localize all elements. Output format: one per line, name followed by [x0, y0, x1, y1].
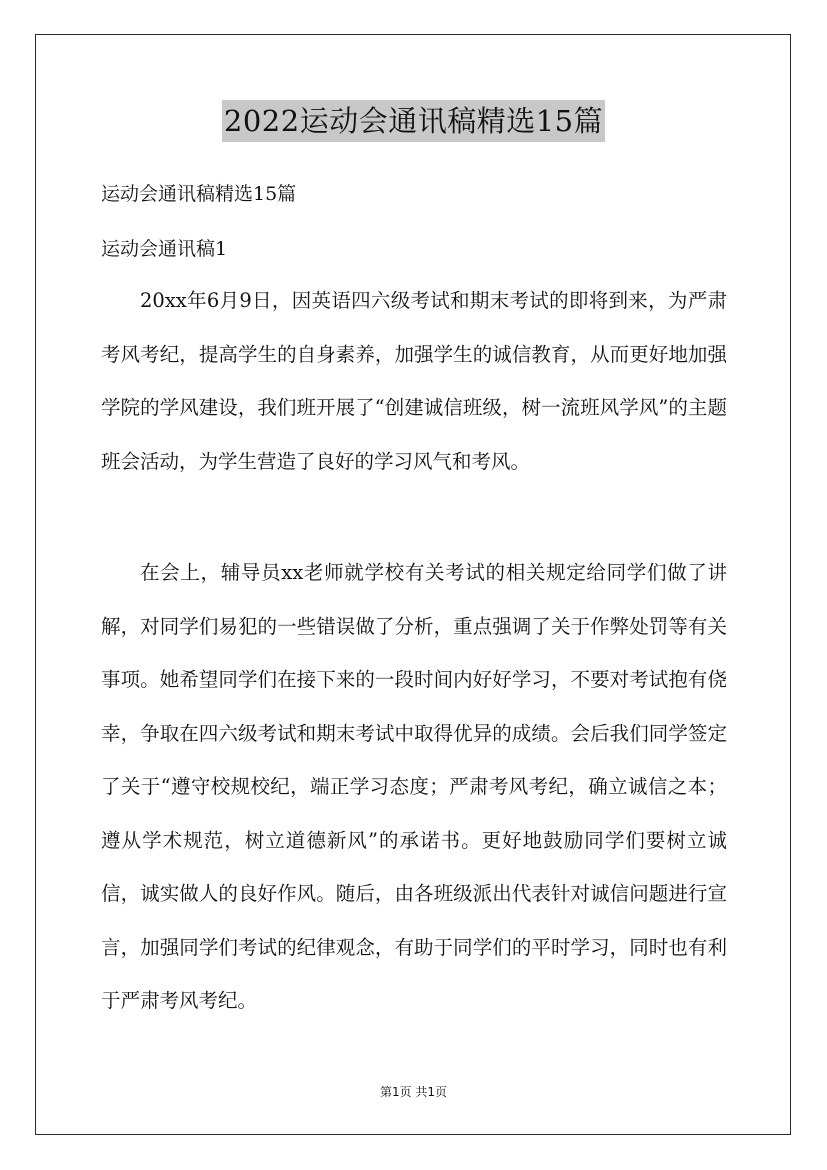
page-footer: 第1页 共1页 — [379, 1085, 448, 1099]
paragraph-1: 20xx年6月9日，因英语四六级考试和期末考试的即将到来，为严肃考风考纪，提高学生的自身素养，加强学生的诚信教育，从而更好地加强学院的学风建设，我们班开展了“创建诚信班级，树一流班风学风”的主题班会活动，为学生营造了良好的学习风气和考风。 — [101, 289, 727, 473]
document-subtitle: 运动会通讯稿精选15篇 — [101, 183, 297, 205]
document-title: 2022运动会通讯稿精选15篇 — [222, 100, 605, 142]
paragraph-2: 在会上，辅导员xx老师就学校有关考试的相关规定给同学们做了讲解，对同学们易犯的一些错误做了分析，重点强调了关于作弊处罚等有关事项。她希望同学们在接下来的一段时间内好好学习，不要对考试抱有侥幸，争取在四六级考试和期末考试中取得优异的成绩。会后我们同学签定了关于“遵守校规校纪，端正学习态度；严肃考风考纪，确立诚信之本；遵从学术规范，树立道德新风”的承诺书。更好地鼓励同学们要树立诚信，诚实做人的良好作风。随后，由各班级派出代表针对诚信问题进行宣言，加强同学们考试的纪律观念，有助于同学们的平时学习，同时也有利于严肃考风考纪。 — [101, 561, 727, 1012]
document-title-container — [0, 100, 827, 142]
section-heading: 运动会通讯稿1 — [101, 238, 228, 260]
